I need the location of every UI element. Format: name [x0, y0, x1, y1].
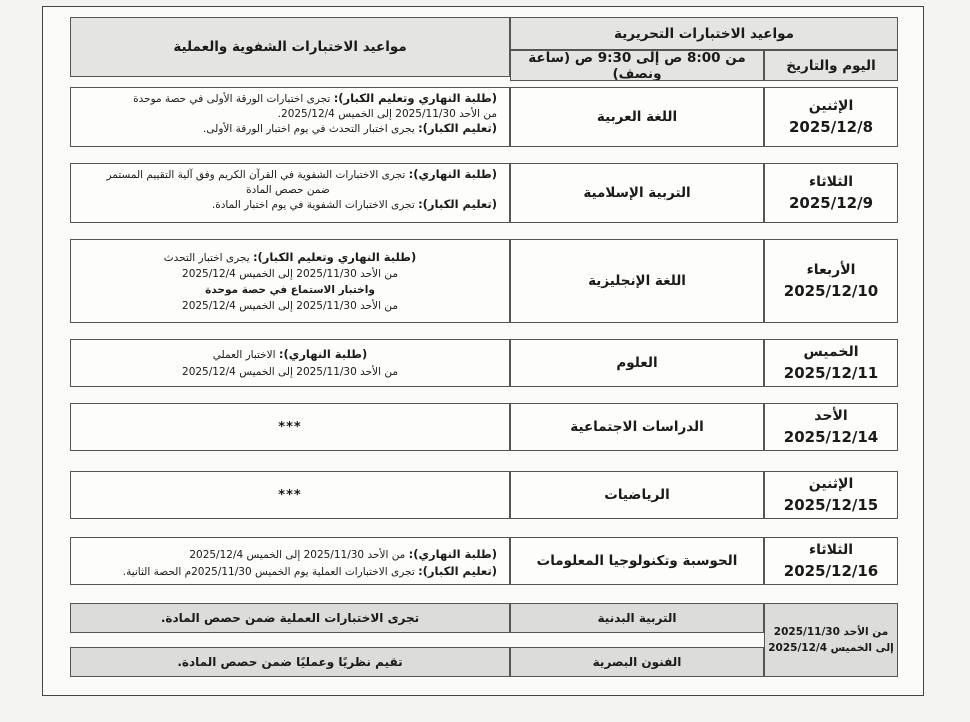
- oral-label: (تعليم الكبار):: [418, 197, 497, 211]
- day-date-header: اليوم والتاريخ: [764, 50, 898, 81]
- date-label: 2025/12/14: [783, 428, 879, 446]
- oral-date-range: من الأحد 2025/11/30 إلى الخميس 2025/12/4: [182, 299, 398, 312]
- day-label: الخميس: [803, 344, 859, 360]
- oral-text: تجرى الاختبارات الشفوية في القرآن الكريم وفق آلية التقييم المستمر: [106, 169, 409, 181]
- oral-text: واختبار الاستماع في حصة موحدة: [205, 283, 375, 296]
- oral-label: (تعليم الكبار):: [418, 121, 497, 135]
- date-label: 2025/12/15: [783, 496, 879, 514]
- day-date-monday-1: [764, 87, 898, 147]
- oral-note: ضمن حصص المادة: [246, 183, 330, 196]
- oral-label: (طلبة النهاري وتعليم الكبار):: [333, 91, 497, 105]
- day-date-sunday: [764, 403, 898, 451]
- subject-arabic: اللغة العربية: [510, 87, 764, 147]
- date-label: 2025/12/8: [788, 118, 874, 136]
- practical-date-range: [764, 603, 898, 677]
- oral-cell-math: ***: [70, 471, 510, 519]
- oral-date-range: من الأحد 2025/11/30 إلى الخميس 2025/12/4: [182, 365, 398, 378]
- subject-computing: الحوسبة وتكنولوجيا المعلومات: [510, 537, 764, 585]
- date-label: 2025/12/11: [783, 364, 879, 382]
- pe-note: تجرى الاختبارات العملية ضمن حصص المادة.: [70, 603, 510, 633]
- oral-label: (طلبة النهاري):: [408, 167, 497, 181]
- oral-text: يجرى اختبار التحدث في يوم اختبار الورقة الأولى.: [203, 123, 419, 135]
- oral-text: الاختبار العملي: [212, 348, 279, 361]
- day-date-wednesday: [764, 239, 898, 323]
- range-end: إلى الخميس 2025/12/4: [768, 642, 894, 654]
- day-label: الإثنين: [808, 476, 854, 492]
- oral-date-range: من الأحد 2025/11/30 إلى الخميس 2025/12/4: [182, 267, 398, 280]
- oral-cell-english: [70, 239, 510, 323]
- day-date-tuesday-2: [764, 537, 898, 585]
- subject-science: العلوم: [510, 339, 764, 387]
- subject-visual-arts: الفنون البصرية: [510, 647, 764, 677]
- subject-islamic: التربية الإسلامية: [510, 163, 764, 223]
- subject-math: الرياضيات: [510, 471, 764, 519]
- oral-cell-social: ***: [70, 403, 510, 451]
- oral-text: تجرى الاختبارات العملية يوم الخميس 2025/11/30م الحصة الثانية.: [122, 565, 419, 578]
- oral-text: تجرى الاختبارات الشفوية في يوم اختبار المادة.: [211, 199, 419, 211]
- oral-label: (طلبة النهاري):: [278, 346, 368, 361]
- day-label: الإثنين: [808, 98, 854, 114]
- oral-label: (تعليم الكبار):: [418, 563, 497, 578]
- oral-label: (طلبة النهاري وتعليم الكبار):: [252, 249, 417, 264]
- date-label: 2025/12/10: [783, 282, 879, 300]
- day-date-thursday: [764, 339, 898, 387]
- oral-exams-header: مواعيد الاختبارات الشفوية والعملية: [70, 17, 510, 77]
- oral-text: من الأحد 2025/11/30 إلى الخميس 2025/12/4: [189, 548, 409, 561]
- subject-pe: التربية البدنية: [510, 603, 764, 633]
- subject-social-studies: الدراسات الاجتماعية: [510, 403, 764, 451]
- date-label: 2025/12/16: [783, 562, 879, 580]
- day-label: الأربعاء: [806, 262, 856, 278]
- oral-date-range: من الأحد 2025/11/30 إلى الخميس 2025/12/4.: [277, 107, 497, 120]
- day-label: الأحد: [814, 408, 848, 424]
- art-note: تقيم نظريًا وعمليًا ضمن حصص المادة.: [70, 647, 510, 677]
- oral-cell-arabic: [70, 87, 510, 147]
- day-label: الثلاثاء: [808, 542, 854, 558]
- written-exams-header: مواعيد الاختبارات التحريرية: [510, 17, 898, 50]
- oral-cell-computing: [70, 537, 510, 585]
- time-header: من 8:00 ص إلى 9:30 ص (ساعة ونصف): [510, 50, 764, 81]
- date-label: 2025/12/9: [788, 194, 874, 212]
- oral-cell-science: [70, 339, 510, 387]
- oral-label: (طلبة النهاري):: [408, 546, 497, 561]
- oral-cell-islamic: [70, 163, 510, 223]
- day-date-tuesday-1: [764, 163, 898, 223]
- oral-text: تجرى اختبارات الورقة الأولى في حصة موحدة: [133, 93, 334, 105]
- day-label: الثلاثاء: [808, 174, 854, 190]
- day-date-monday-2: [764, 471, 898, 519]
- range-start: من الأحد 2025/11/30: [773, 626, 889, 638]
- subject-english: اللغة الإنجليزية: [510, 239, 764, 323]
- oral-text: يجرى اختبار التحدث: [163, 251, 253, 264]
